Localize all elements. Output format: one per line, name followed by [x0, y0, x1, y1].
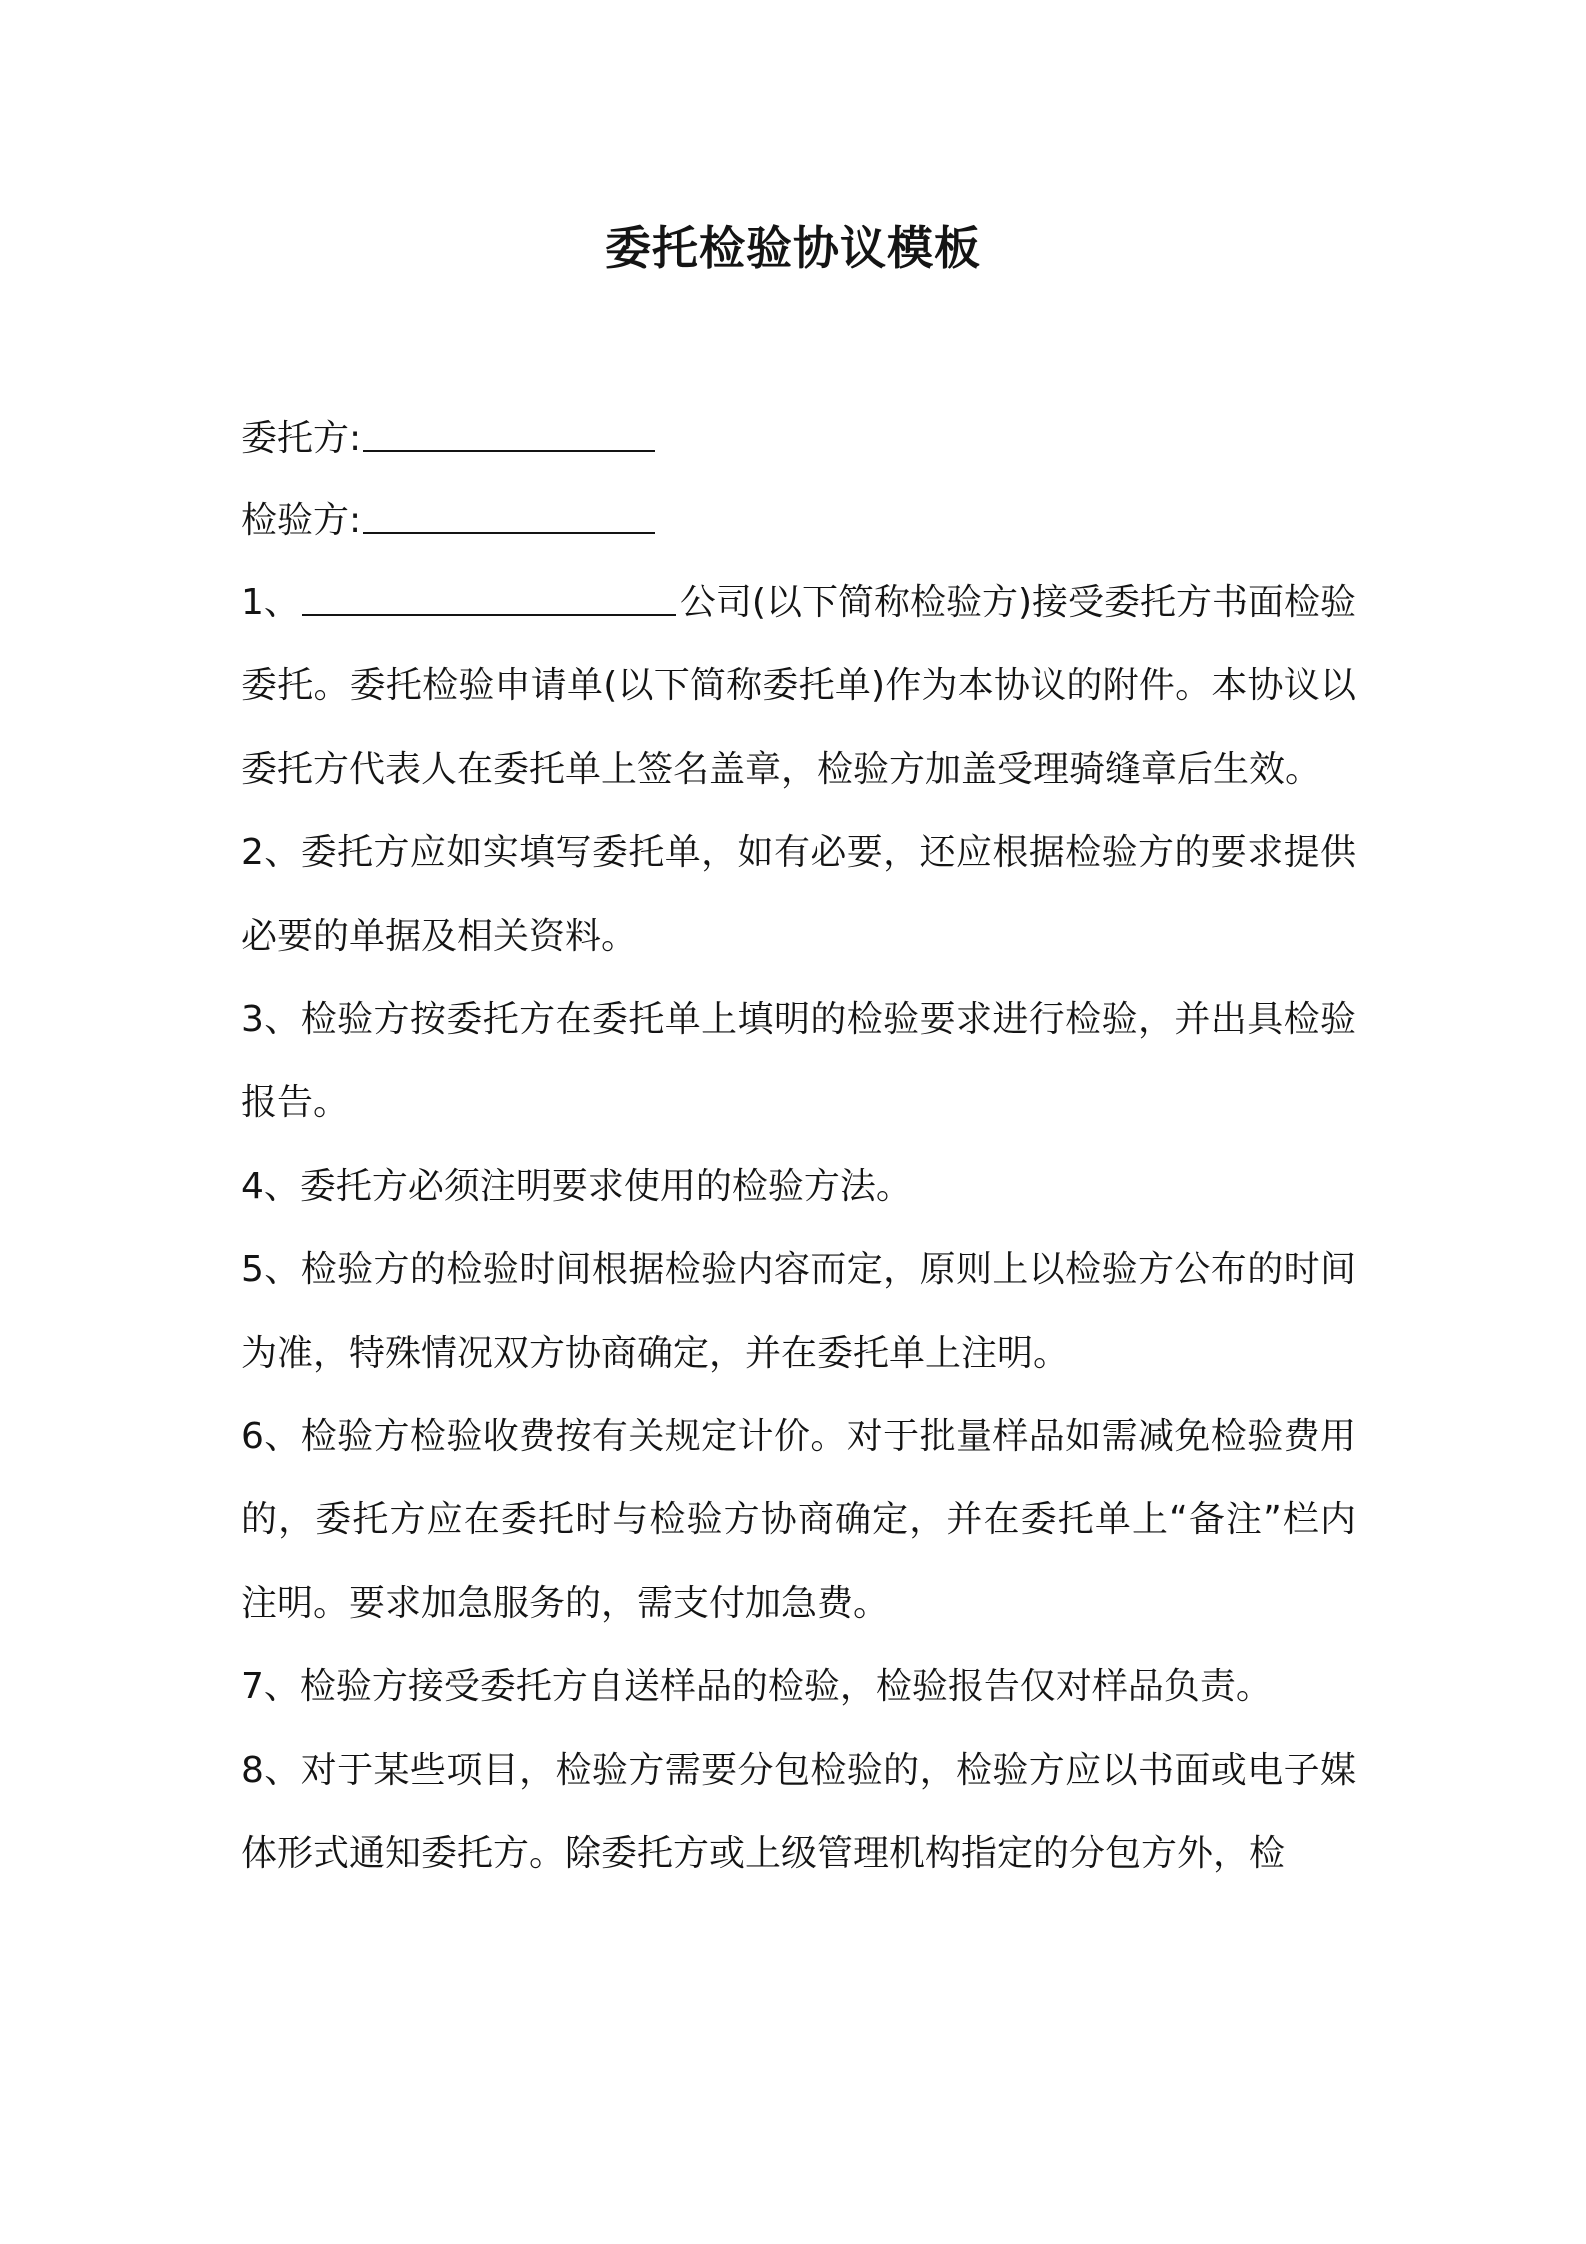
company-blank-line — [302, 574, 676, 616]
inspector-label: 检验方: — [241, 500, 362, 541]
clause-4: 4、委托方必须注明要求使用的检验方法。 — [241, 1165, 912, 1207]
clause-8: 8、对于某些项目，检验方需要分包检验的，检验方应以书面或电子媒体形式通知委托方。除委托方或上级管理机构指定的分包方外，检 — [241, 1749, 1356, 1875]
inspector-blank-line — [363, 492, 655, 534]
inspector-field — [241, 479, 1381, 563]
clause-1-text: 公司(以下简称检验方)接受委托方书面检验委托。委托检验申请单(以下简称委托单)作为本协议的附件。本协议以委托方代表人在委托单上签名盖章，检验方加盖受理骑缝章后生效。 — [241, 582, 1356, 790]
client-blank-line — [363, 410, 655, 452]
agreement-body — [241, 561, 1356, 1896]
clause-6: 6、检验方检验收费按有关规定计价。对于批量样品如需减免检验费用的，委托方应在委托时与检验方协商确定，并在委托单上“备注”栏内注明。要求加急服务的，需支付加急费。 — [241, 1416, 1356, 1624]
clause-3: 3、检验方按委托方在委托单上填明的检验要求进行检验，并出具检验报告。 — [241, 999, 1356, 1124]
clause-1 — [241, 561, 1356, 811]
clause-2: 2、委托方应如实填写委托单，如有必要，还应根据检验方的要求提供必要的单据及相关资料。 — [241, 832, 1356, 957]
clause-1-number: 1、 — [241, 582, 300, 623]
document-title: 委托检验协议模板 — [605, 221, 981, 275]
client-field — [241, 397, 1381, 481]
clause-7: 7、检验方接受委托方自送样品的检验，检验报告仅对样品负责。 — [241, 1666, 1272, 1708]
client-label: 委托方: — [241, 418, 362, 459]
clause-5: 5、检验方的检验时间根据检验内容而定，原则上以检验方公布的时间为准，特殊情况双方协商确定，并在委托单上注明。 — [241, 1249, 1356, 1374]
